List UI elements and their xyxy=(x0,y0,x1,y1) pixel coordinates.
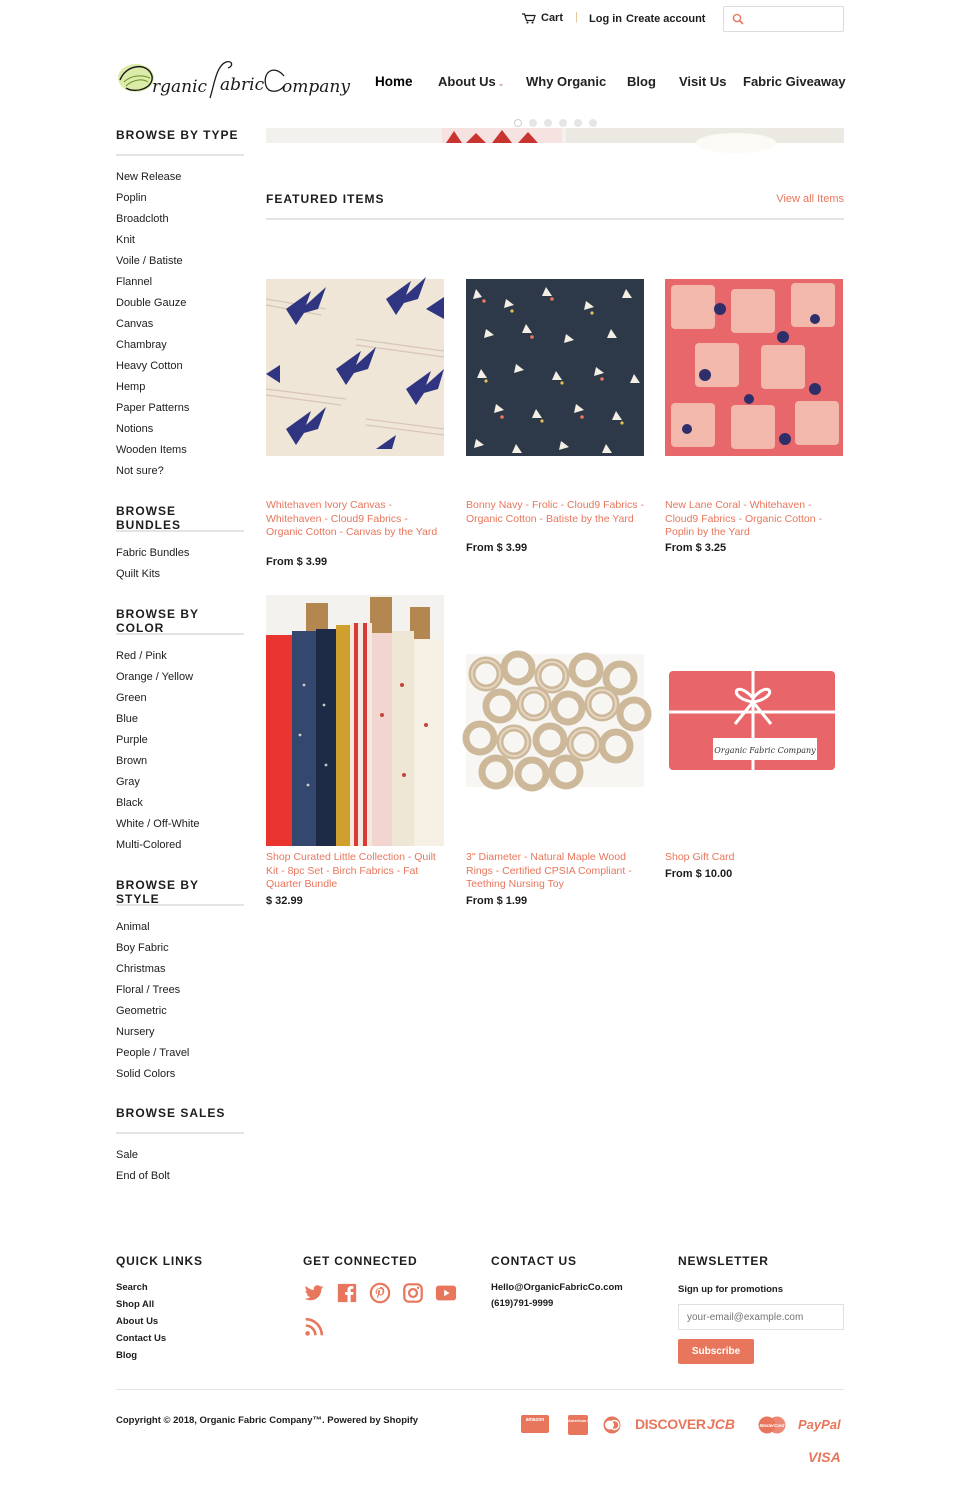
newsletter-note: Sign up for promotions xyxy=(678,1284,784,1295)
product-image[interactable] xyxy=(665,279,843,456)
sidebar-browse-sales xyxy=(116,1106,244,1190)
list-item xyxy=(116,670,244,691)
view-all-link[interactable]: View all Items xyxy=(776,193,844,205)
sidebar-link[interactable]: Blue xyxy=(116,713,139,725)
mastercard-icon xyxy=(758,1416,786,1434)
list-item xyxy=(116,733,244,754)
featured-title: FEATURED ITEMS xyxy=(266,192,385,206)
amazon-payments-icon: amazon xyxy=(521,1415,549,1433)
footer-link-list xyxy=(116,1282,203,1367)
sidebar-browse-bundles xyxy=(116,504,244,588)
nav-why-organic[interactable]: Why Organic xyxy=(526,74,607,89)
list-item xyxy=(116,1046,244,1067)
list-item xyxy=(116,359,244,380)
jcb-icon: JCB xyxy=(707,1416,736,1432)
divider xyxy=(116,1132,244,1134)
product-image[interactable] xyxy=(266,279,444,456)
list-item xyxy=(116,1025,244,1046)
price-value: $ 1.99 xyxy=(496,895,528,907)
sidebar-link[interactable]: Quilt Kits xyxy=(116,568,161,580)
american-express-icon: American Express xyxy=(568,1415,588,1435)
search-box[interactable] xyxy=(723,6,844,32)
product-title[interactable]: Shop Gift Card xyxy=(665,851,735,863)
divider xyxy=(116,1389,844,1390)
product-image[interactable] xyxy=(466,279,644,456)
list-item xyxy=(116,796,244,817)
sidebar-link[interactable]: Green xyxy=(116,692,147,704)
list-item xyxy=(116,1169,244,1190)
product-price xyxy=(665,868,732,880)
sidebar-link[interactable]: Broadcloth xyxy=(116,213,169,225)
sidebar-link[interactable]: Paper Patterns xyxy=(116,402,190,414)
brand-logo[interactable] xyxy=(116,56,360,106)
product-image[interactable] xyxy=(466,654,644,787)
sidebar-link[interactable]: Solid Colors xyxy=(116,1068,176,1080)
sidebar-list xyxy=(116,546,244,588)
paypal-icon: PayPal xyxy=(798,1417,841,1432)
list-item xyxy=(116,191,244,212)
product-image[interactable] xyxy=(665,668,843,772)
sidebar-link[interactable]: Fabric Bundles xyxy=(116,547,190,559)
price-value: $ 3.99 xyxy=(496,542,528,554)
list-item xyxy=(116,212,244,233)
product-price xyxy=(266,895,303,907)
list-item xyxy=(116,296,244,317)
price-prefix: From xyxy=(466,542,494,554)
discover-icon: DISCOVER xyxy=(635,1416,706,1432)
list-item xyxy=(116,546,244,567)
slide-dot[interactable] xyxy=(574,119,582,127)
rss-icon[interactable] xyxy=(303,1316,325,1338)
sidebar-link[interactable]: Not sure? xyxy=(116,465,164,477)
sidebar-link[interactable]: Geometric xyxy=(116,1005,167,1017)
list-item xyxy=(116,1333,203,1350)
list-item xyxy=(116,567,244,588)
chevron-down-icon: ⌄ xyxy=(497,79,505,88)
price-value: $ 10.00 xyxy=(695,868,733,880)
list-item xyxy=(116,380,244,401)
footer-contact-us xyxy=(491,1254,623,1314)
footer-heading: NEWSLETTER xyxy=(678,1254,769,1268)
sidebar-link[interactable]: Notions xyxy=(116,423,154,435)
logo-wordmark-icon xyxy=(116,56,360,106)
list-item xyxy=(116,233,244,254)
sidebar-link[interactable]: Nursery xyxy=(116,1026,155,1038)
list-item xyxy=(116,170,244,191)
nav-about-us[interactable] xyxy=(438,74,504,89)
sidebar-heading: BROWSE BUNDLES xyxy=(116,504,182,532)
list-item xyxy=(116,712,244,733)
footer-link[interactable]: About Us xyxy=(116,1316,159,1327)
footer-newsletter xyxy=(678,1254,844,1357)
list-item xyxy=(116,838,244,859)
sidebar-link[interactable]: Red / Pink xyxy=(116,650,167,662)
list-item xyxy=(116,691,244,712)
product-title[interactable]: Bonny Navy - Frolic - Cloud9 Fabrics - Organic Cotton - Batiste by the Yard xyxy=(466,499,644,525)
facebook-icon[interactable] xyxy=(336,1282,358,1304)
list-item xyxy=(116,1148,244,1169)
sidebar-link[interactable]: People / Travel xyxy=(116,1047,190,1059)
sidebar-link[interactable]: Boy Fabric xyxy=(116,942,169,954)
list-item xyxy=(116,941,244,962)
sidebar-link[interactable]: Gray xyxy=(116,776,140,788)
nav-blog[interactable]: Blog xyxy=(627,74,656,89)
sidebar-link[interactable]: Heavy Cotton xyxy=(116,360,183,372)
slideshow-dots xyxy=(514,119,597,129)
svg-text:ompany: ompany xyxy=(282,77,350,97)
sidebar-browse-by-color xyxy=(116,607,244,859)
slide-dot[interactable] xyxy=(514,119,522,127)
product-image[interactable] xyxy=(266,595,444,846)
sidebar-link[interactable]: Chambray xyxy=(116,339,167,351)
sidebar-heading: BROWSE BY TYPE xyxy=(116,128,239,142)
footer-heading: CONTACT US xyxy=(491,1254,577,1268)
product-title[interactable]: Shop Curated Little Collection - Quilt Kit - 8pc Set - Birch Fabrics - Fat Quarter Bundle xyxy=(266,851,436,890)
list-item xyxy=(116,422,244,443)
hero-slideshow[interactable] xyxy=(266,119,844,144)
nav-fabric-giveaway[interactable]: Fabric Giveaway xyxy=(743,74,846,89)
sidebar-link[interactable]: Animal xyxy=(116,921,150,933)
nav-visit-us[interactable]: Visit Us xyxy=(679,74,727,89)
sidebar-link[interactable]: Brown xyxy=(116,755,148,767)
list-item xyxy=(116,401,244,422)
subscribe-button[interactable]: Subscribe xyxy=(678,1339,754,1364)
sidebar-link[interactable]: Orange / Yellow xyxy=(116,671,194,683)
footer-link[interactable]: Blog xyxy=(116,1350,138,1361)
pinterest-icon[interactable] xyxy=(369,1282,391,1304)
list-item xyxy=(116,754,244,775)
diners-club-icon xyxy=(602,1415,622,1435)
footer-get-connected xyxy=(303,1254,473,1268)
list-item xyxy=(116,1350,203,1367)
list-item xyxy=(116,1004,244,1025)
list-item xyxy=(116,1067,244,1088)
sidebar-browse-by-style xyxy=(116,878,244,1088)
sidebar-link[interactable]: Poplin xyxy=(116,192,147,204)
list-item xyxy=(116,920,244,941)
svg-text:rganic: rganic xyxy=(152,77,208,97)
contact-phone: (619)791-9999 xyxy=(491,1298,554,1309)
slide-dot[interactable] xyxy=(544,119,552,127)
create-account-link[interactable]: Create account xyxy=(626,13,706,25)
sidebar-link[interactable]: End of Bolt xyxy=(116,1170,170,1182)
slide-dot[interactable] xyxy=(529,119,537,127)
sidebar-link[interactable]: Hemp xyxy=(116,381,146,393)
visa-icon: VISA xyxy=(808,1449,841,1465)
product-title[interactable]: Whitehaven Ivory Canvas - Whitehaven - Cloud9 Fabrics - Organic Cotton - Canvas by the Yard xyxy=(266,499,438,538)
list-item xyxy=(116,983,244,1004)
sidebar-link[interactable]: Purple xyxy=(116,734,148,746)
search-input[interactable] xyxy=(750,10,840,28)
slide-dot[interactable] xyxy=(589,119,597,127)
footer-link[interactable]: Search xyxy=(116,1282,148,1293)
top-bar xyxy=(116,6,844,32)
contact-email[interactable]: Hello@OrganicFabricCo.com xyxy=(491,1282,623,1293)
youtube-icon[interactable] xyxy=(435,1282,457,1304)
sidebar-link[interactable]: Flannel xyxy=(116,276,153,288)
footer-quick-links xyxy=(116,1254,203,1367)
sidebar-link[interactable]: Floral / Trees xyxy=(116,984,181,996)
list-item xyxy=(116,338,244,359)
price-value: $ 3.25 xyxy=(695,542,727,554)
sidebar-link[interactable]: Knit xyxy=(116,234,135,246)
footer-heading: GET CONNECTED xyxy=(303,1254,418,1268)
copyright-text: Copyright © 2018, Organic Fabric Company™. Powered by Shopify xyxy=(116,1415,419,1426)
sidebar-browse-by-type xyxy=(116,128,244,485)
nav-home[interactable]: Home xyxy=(375,74,413,89)
list-item xyxy=(116,962,244,983)
sidebar-link[interactable]: Christmas xyxy=(116,963,166,975)
price-value: $ 3.99 xyxy=(296,556,328,568)
slide-dot[interactable] xyxy=(559,119,567,127)
sidebar-link[interactable]: Multi-Colored xyxy=(116,839,182,851)
list-item xyxy=(116,464,244,485)
login-link[interactable]: Log in xyxy=(589,13,622,25)
topbar-separator: | xyxy=(575,11,578,23)
sidebar-heading: BROWSE SALES xyxy=(116,1106,226,1120)
sidebar-link[interactable]: Sale xyxy=(116,1149,139,1161)
svg-text:Organic Fabric Company: Organic Fabric Company xyxy=(714,746,816,755)
cart-link[interactable] xyxy=(522,12,563,24)
product-title[interactable]: 3" Diameter - Natural Maple Wood Rings - Certified CPSIA Compliant - Teething Nursing Toy xyxy=(466,851,632,890)
list-item xyxy=(116,443,244,464)
sidebar-link[interactable]: Voile / Batiste xyxy=(116,255,183,267)
slide-image[interactable] xyxy=(266,128,844,143)
newsletter-email-field[interactable] xyxy=(678,1304,844,1330)
product-price xyxy=(466,895,527,907)
instagram-icon[interactable] xyxy=(402,1282,424,1304)
sidebar-heading: BROWSE BY COLOR xyxy=(116,607,199,635)
divider xyxy=(116,154,244,156)
search-icon[interactable] xyxy=(732,13,744,25)
sidebar-list xyxy=(116,649,244,859)
price-prefix: From xyxy=(266,556,294,568)
cart-icon xyxy=(522,13,536,24)
payment-icons xyxy=(516,1413,844,1473)
brand-name: Organic Fabric Company xyxy=(116,56,128,57)
sidebar-list xyxy=(116,170,244,485)
list-item xyxy=(116,817,244,838)
cart-label: Cart xyxy=(541,12,564,24)
footer-link[interactable]: Shop All xyxy=(116,1299,155,1310)
list-item xyxy=(116,1316,203,1333)
featured-header xyxy=(266,192,844,220)
sidebar-link[interactable]: Black xyxy=(116,797,143,809)
sidebar-link[interactable]: White / Off-White xyxy=(116,818,200,830)
sidebar-heading: BROWSE BY STYLE xyxy=(116,878,199,906)
product-title[interactable]: New Lane Coral - Whitehaven - Cloud9 Fabrics - Organic Cotton - Poplin by the Yard xyxy=(665,499,822,538)
price-prefix: From xyxy=(665,868,693,880)
sidebar-link[interactable]: Wooden Items xyxy=(116,444,187,456)
list-item xyxy=(116,317,244,338)
list-item xyxy=(116,649,244,670)
footer-heading: QUICK LINKS xyxy=(116,1254,203,1268)
product-price xyxy=(665,542,726,554)
list-item xyxy=(116,1282,203,1299)
sidebar-list xyxy=(116,920,244,1088)
sidebar-link[interactable]: New Release xyxy=(116,171,182,183)
nav-about-us-label: About Us xyxy=(438,74,496,89)
mastercard-label: MasterCard xyxy=(759,1423,785,1428)
twitter-icon[interactable] xyxy=(303,1282,325,1304)
product-price xyxy=(466,542,527,554)
list-item xyxy=(116,1299,203,1316)
list-item xyxy=(116,275,244,296)
price-prefix: From xyxy=(665,542,693,554)
price-value: $ 32.99 xyxy=(266,895,303,907)
sidebar-list xyxy=(116,1148,244,1190)
sidebar-link[interactable]: Double Gauze xyxy=(116,297,187,309)
product-price xyxy=(266,556,327,568)
list-item xyxy=(116,775,244,796)
footer-link[interactable]: Contact Us xyxy=(116,1333,167,1344)
svg-text:abric: abric xyxy=(220,75,265,95)
list-item xyxy=(116,254,244,275)
price-prefix: From xyxy=(466,895,494,907)
sidebar-link[interactable]: Canvas xyxy=(116,318,154,330)
